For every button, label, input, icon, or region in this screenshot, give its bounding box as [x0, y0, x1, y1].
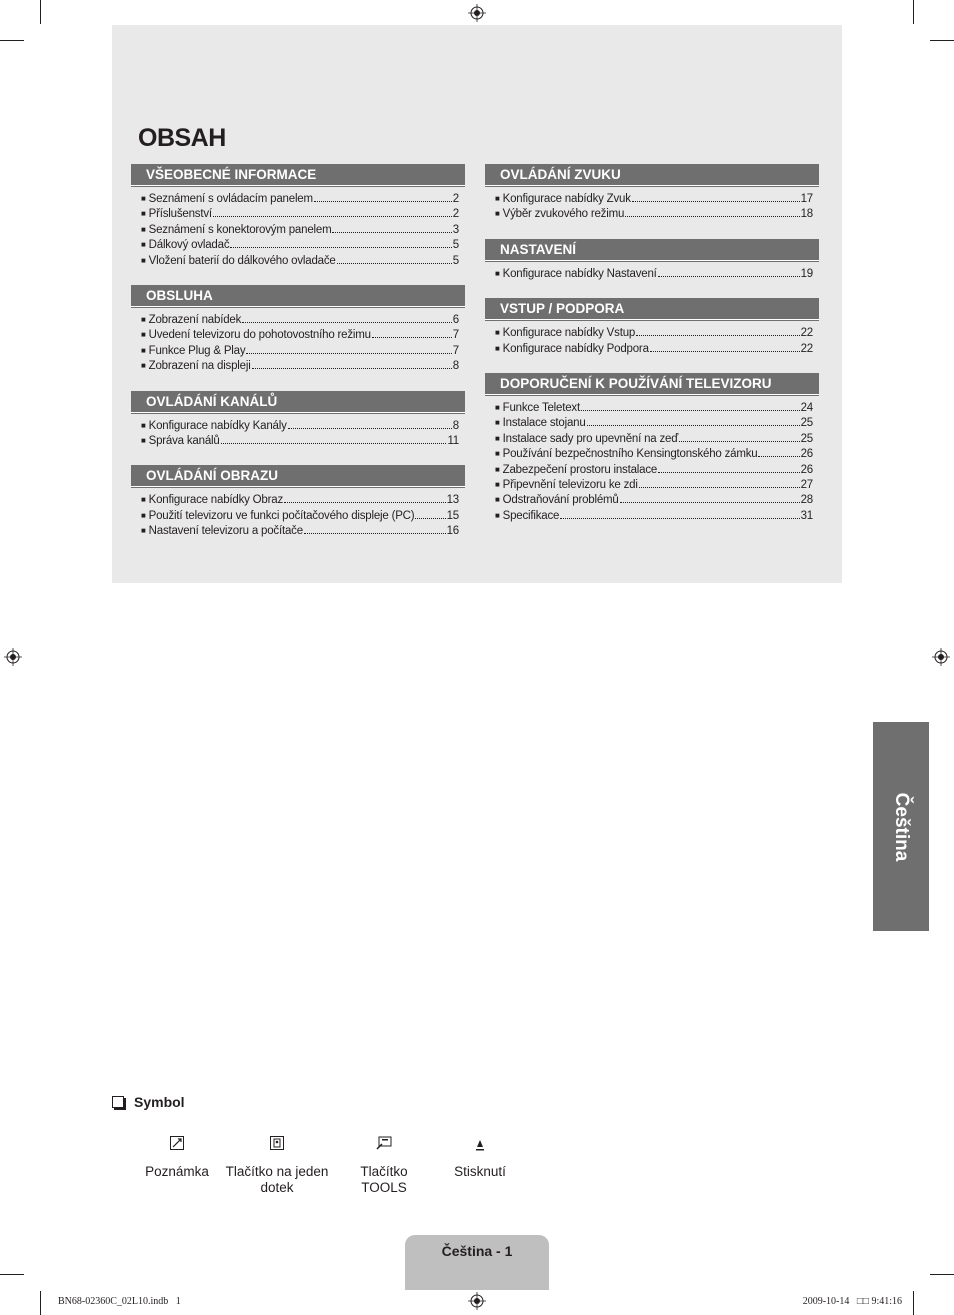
- toc-entry-page: 15: [446, 509, 459, 522]
- bullet-icon: ■: [495, 495, 500, 505]
- toc-entry[interactable]: [495, 447, 813, 462]
- bullet-icon: ■: [141, 510, 146, 520]
- bullet-icon: ■: [141, 420, 146, 430]
- toc-entry-label: Konfigurace nabídky Nastavení: [502, 267, 657, 280]
- toc-entry[interactable]: [495, 493, 813, 508]
- toc-entry[interactable]: [141, 328, 459, 343]
- dot-leader: [221, 434, 447, 444]
- dot-leader: [632, 192, 800, 202]
- contents-section: [485, 239, 819, 282]
- bullet-icon: ■: [495, 403, 500, 413]
- toc-entry[interactable]: [495, 207, 813, 222]
- toc-entry-label: Zabezpečení prostoru instalace: [502, 463, 658, 476]
- toc-entry-label: Použití televizoru ve funkci počítačového displeje (PC): [148, 509, 415, 522]
- page-title: OBSAH: [138, 124, 226, 152]
- bullet-icon: ■: [495, 268, 500, 278]
- dot-leader: [246, 344, 451, 354]
- language-side-tab-label: Čeština: [891, 792, 912, 861]
- section-items: [141, 313, 459, 375]
- contents-section: [485, 164, 819, 223]
- dot-leader: [252, 359, 452, 369]
- toc-entry-page: 25: [800, 432, 813, 445]
- bullet-icon: ■: [141, 209, 146, 219]
- toc-entry[interactable]: [141, 254, 459, 269]
- press-icon: [474, 1136, 486, 1152]
- section-items: [495, 326, 813, 357]
- toc-entry-label: Konfigurace nabídky Obraz: [148, 494, 283, 507]
- dot-leader: [581, 401, 800, 411]
- toc-entry-label: Zobrazení na displeji: [148, 360, 251, 373]
- toc-entry-page: 8: [452, 360, 459, 373]
- toc-entry-label: Instalace stojanu: [502, 417, 586, 430]
- contents-section: [485, 373, 819, 524]
- toc-entry[interactable]: [495, 416, 813, 431]
- toc-entry-page: 25: [800, 417, 813, 430]
- section-items: [141, 493, 459, 539]
- dot-leader: [758, 447, 799, 457]
- toc-entry-label: Seznámení s ovládacím panelem: [148, 193, 313, 205]
- toc-entry-page: 7: [452, 329, 459, 342]
- contents-section: [131, 164, 465, 269]
- toc-entry[interactable]: [495, 432, 813, 447]
- registration-mark-icon: [4, 648, 22, 666]
- toc-entry[interactable]: [141, 223, 459, 238]
- section-heading: VSTUP / PODPORA: [485, 298, 819, 320]
- toc-entry-page: 27: [800, 479, 813, 492]
- toc-entry-page: 19: [800, 267, 813, 280]
- toc-entry-page: 26: [800, 463, 813, 476]
- dot-leader: [284, 493, 446, 503]
- dot-leader: [288, 419, 452, 429]
- tools-button-icon: [376, 1136, 392, 1150]
- contents-section: [485, 298, 819, 357]
- toc-entry[interactable]: [495, 401, 813, 416]
- bullet-icon: ■: [141, 255, 146, 265]
- toc-entry[interactable]: [141, 419, 459, 434]
- bullet-icon: ■: [495, 449, 500, 459]
- bullet-icon: ■: [495, 343, 500, 353]
- symbol-item: [445, 1136, 515, 1180]
- toc-entry-page: 22: [800, 327, 813, 340]
- toc-entry-page: 31: [800, 509, 813, 522]
- symbol-item: [349, 1136, 419, 1196]
- toc-entry-label: Konfigurace nabídky Podpora: [502, 342, 649, 355]
- dot-leader: [658, 267, 800, 277]
- one-touch-button-icon: [270, 1136, 284, 1150]
- toc-entry[interactable]: [495, 342, 813, 357]
- toc-entry-label: Konfigurace nabídky Zvuk: [502, 193, 631, 205]
- dot-leader: [332, 223, 451, 233]
- toc-entry-label: Připevnění televizoru ke zdi: [502, 479, 638, 492]
- bullet-icon: ■: [495, 209, 500, 219]
- dot-leader: [213, 207, 452, 217]
- section-items: [495, 192, 813, 223]
- bullet-icon: ■: [495, 433, 500, 443]
- toc-entry-page: 3: [452, 223, 459, 236]
- bullet-icon: ■: [141, 315, 146, 325]
- dot-leader: [560, 509, 799, 519]
- toc-entry-page: 16: [446, 525, 459, 538]
- bullet-icon: ■: [495, 194, 500, 203]
- page-number-tab: [405, 1235, 549, 1290]
- toc-entry[interactable]: [495, 326, 813, 341]
- section-items: [141, 419, 459, 450]
- toc-entry-page: 26: [800, 448, 813, 461]
- toc-entry[interactable]: [141, 344, 459, 359]
- toc-entry-label: Dálkový ovladač: [148, 239, 230, 252]
- symbol-item: [222, 1136, 332, 1196]
- toc-entry-label: Nastavení televizoru a počítače: [148, 525, 303, 538]
- toc-entry-label: Instalace sady pro upevnění na zeď: [502, 432, 679, 445]
- toc-entry-label: Funkce Plug & Play: [148, 344, 246, 357]
- bullet-icon: ■: [141, 495, 146, 505]
- print-slug-file: BN68-02360C_02L10.indb 1: [58, 1296, 181, 1307]
- toc-entry-label: Příslušenství: [148, 208, 212, 221]
- toc-entry-label: Specifikace: [502, 509, 560, 522]
- contents-column-right: [485, 164, 819, 540]
- toc-entry[interactable]: [141, 192, 459, 207]
- dot-leader: [620, 493, 800, 503]
- registration-mark-icon: [468, 1292, 486, 1310]
- crop-mark: [930, 1274, 954, 1275]
- toc-entry-label: Odstraňování problémů: [502, 494, 619, 507]
- toc-entry-page: 2: [452, 193, 459, 205]
- crop-mark: [0, 1274, 24, 1275]
- toc-entry-label: Konfigurace nabídky Kanály: [148, 419, 287, 432]
- contents-section: [131, 391, 465, 450]
- toc-entry[interactable]: [495, 509, 813, 524]
- toc-entry-page: 22: [800, 342, 813, 355]
- toc-entry-page: 13: [446, 494, 459, 507]
- crop-mark: [0, 40, 24, 41]
- section-heading: DOPORUČENÍ K POUŽÍVÁNÍ TELEVIZORU: [485, 373, 819, 395]
- toc-entry-label: Uvedení televizoru do pohotovostního režimu: [148, 329, 371, 342]
- toc-entry-label: Zobrazení nabídek: [148, 314, 242, 327]
- section-items: [495, 267, 813, 282]
- toc-entry-page: 24: [800, 402, 813, 415]
- bullet-icon: ■: [495, 480, 500, 490]
- bullet-icon: ■: [141, 345, 146, 355]
- symbol-label: Stisknutí: [454, 1164, 506, 1179]
- dot-leader: [625, 207, 799, 217]
- toc-entry-page: 6: [452, 314, 459, 327]
- symbol-label: Poznámka: [145, 1164, 209, 1179]
- dot-leader: [587, 416, 800, 426]
- toc-entry-page: 5: [452, 239, 459, 252]
- language-side-tab: [873, 722, 929, 931]
- toc-entry-label: Konfigurace nabídky Vstup: [502, 327, 636, 340]
- symbol-label: Tlačítko TOOLS: [360, 1164, 408, 1195]
- toc-entry-page: 17: [800, 193, 813, 205]
- bullet-icon: ■: [141, 526, 146, 536]
- symbol-item: [136, 1136, 218, 1180]
- toc-entry-page: 8: [452, 419, 459, 432]
- section-heading: NASTAVENÍ: [485, 239, 819, 261]
- crop-mark: [40, 0, 41, 24]
- contents-column-left: [131, 164, 465, 556]
- toc-entry-page: 28: [800, 494, 813, 507]
- registration-mark-icon: [468, 4, 486, 22]
- crop-mark: [913, 1291, 914, 1315]
- dot-leader: [372, 328, 452, 338]
- toc-entry[interactable]: [141, 313, 459, 328]
- section-heading: OVLÁDÁNÍ ZVUKU: [485, 164, 819, 186]
- dot-leader: [658, 463, 799, 473]
- dot-leader: [314, 192, 452, 202]
- toc-entry-label: Vložení baterií do dálkového ovladače: [148, 254, 336, 267]
- toc-entry-label: Správa kanálů: [148, 435, 220, 448]
- dot-leader: [304, 524, 446, 534]
- crop-mark: [913, 0, 914, 24]
- dot-leader: [636, 326, 800, 336]
- print-slug-date: 2009-10-14 □□ 9:41:16: [802, 1296, 902, 1307]
- toc-entry[interactable]: [495, 192, 813, 207]
- toc-entry[interactable]: [141, 238, 459, 253]
- toc-entry[interactable]: [141, 207, 459, 222]
- bullet-icon: ■: [495, 328, 500, 338]
- dot-leader: [337, 254, 452, 264]
- section-heading: OVLÁDÁNÍ KANÁLŮ: [131, 391, 465, 413]
- note-icon: [170, 1136, 184, 1150]
- toc-entry-page: 2: [452, 208, 459, 221]
- contents-section: [131, 465, 465, 539]
- dot-leader: [230, 238, 451, 248]
- bullet-icon: ■: [141, 361, 146, 371]
- toc-entry-page: 18: [800, 208, 813, 221]
- toc-entry[interactable]: [141, 509, 459, 524]
- toc-entry-page: 7: [452, 344, 459, 357]
- dot-leader: [639, 478, 800, 488]
- section-heading: OBSLUHA: [131, 285, 465, 307]
- toc-entry[interactable]: [141, 359, 459, 374]
- symbol-heading-label: Symbol: [134, 1094, 185, 1110]
- section-items: [141, 192, 459, 269]
- symbol-label: Tlačítko na jeden dotek: [225, 1164, 329, 1195]
- toc-entry[interactable]: [141, 434, 459, 449]
- dot-leader: [679, 432, 800, 442]
- toc-entry-label: Používání bezpečnostního Kensingtonského zámku: [502, 448, 758, 461]
- bullet-icon: ■: [141, 224, 146, 234]
- crop-mark: [40, 1291, 41, 1315]
- dot-leader: [415, 509, 445, 519]
- toc-entry-label: Výběr zvukového režimu: [502, 208, 625, 221]
- toc-entry[interactable]: [495, 463, 813, 478]
- bullet-icon: ■: [495, 510, 500, 520]
- bullet-icon: ■: [495, 464, 500, 474]
- dot-leader: [650, 342, 800, 352]
- bullet-icon: ■: [495, 418, 500, 428]
- symbol-heading: [112, 1094, 185, 1110]
- toc-entry-page: 5: [452, 254, 459, 267]
- toc-entry-label: Funkce Teletext: [502, 402, 580, 415]
- bullet-icon: ■: [141, 330, 146, 340]
- crop-mark: [930, 40, 954, 41]
- contents-section: [131, 285, 465, 375]
- registration-mark-icon: [932, 648, 950, 666]
- bullet-icon: ■: [141, 436, 146, 446]
- toc-entry[interactable]: [141, 493, 459, 508]
- section-heading: VŠEOBECNÉ INFORMACE: [131, 164, 465, 186]
- bullet-icon: ■: [141, 240, 146, 250]
- toc-entry-label: Seznámení s konektorovým panelem: [148, 223, 332, 236]
- toc-entry-page: 11: [447, 435, 459, 448]
- dot-leader: [242, 313, 452, 323]
- section-items: [495, 401, 813, 524]
- toc-entry[interactable]: [495, 267, 813, 282]
- page-number-label: Čeština - 1: [441, 1243, 513, 1259]
- section-heading: OVLÁDÁNÍ OBRAZU: [131, 465, 465, 487]
- toc-entry[interactable]: [141, 524, 459, 539]
- toc-entry[interactable]: [495, 478, 813, 493]
- bullet-icon: ■: [141, 194, 146, 203]
- checkbox-icon: [112, 1096, 124, 1108]
